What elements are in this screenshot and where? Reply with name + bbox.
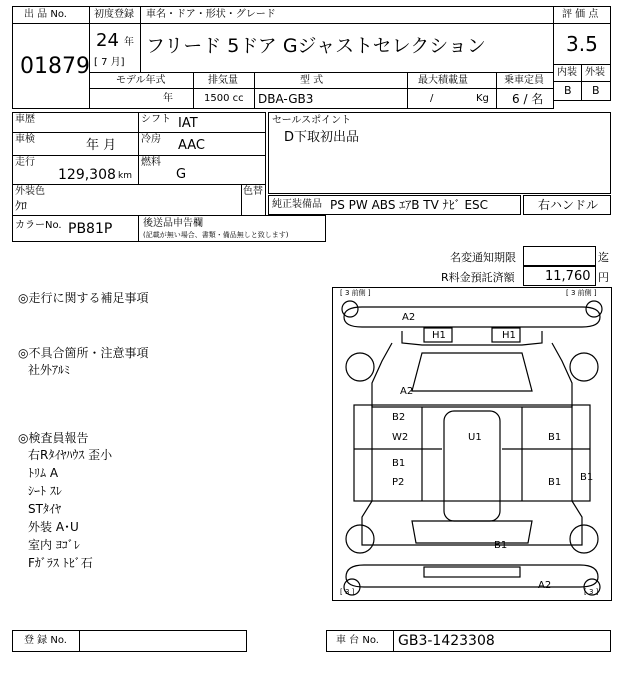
fuel: G bbox=[176, 167, 187, 182]
inspector-line: ﾄﾘﾑ A bbox=[28, 466, 59, 480]
damage-mark: A2 bbox=[400, 386, 414, 397]
type-label: 型 式 bbox=[300, 75, 324, 86]
inspector-line: STﾀｲﾔ bbox=[28, 502, 61, 516]
reg-no-cell bbox=[79, 630, 247, 652]
recycle-value: 11,760 bbox=[545, 269, 591, 284]
color-no: PB81P bbox=[68, 221, 113, 237]
history-label: 車歴 bbox=[15, 114, 35, 125]
post-doc-label: 後送品申告欄 bbox=[143, 218, 203, 229]
damage-mark: A2 bbox=[538, 580, 552, 591]
inspector-line: ｼｰﾄ ｽﾚ bbox=[28, 484, 62, 498]
shift-label: シフト bbox=[141, 114, 171, 125]
mileage-unit: km bbox=[118, 171, 132, 181]
recycle-label: R料金預託済額 bbox=[441, 271, 515, 284]
reg-month: [ 7 月] bbox=[94, 57, 125, 68]
inspection-label: 車検 bbox=[15, 134, 35, 145]
reg-year: 24 bbox=[96, 30, 119, 51]
displacement: 1500 cc bbox=[204, 93, 244, 104]
damage-mark: U1 bbox=[468, 432, 482, 443]
ext-color-cell bbox=[12, 184, 242, 216]
corner-label: [ 3 ] bbox=[340, 588, 355, 596]
defects-heading: ◎不具合箇所・注意事項 bbox=[18, 346, 149, 360]
color-no-label: カラーNo. bbox=[15, 220, 62, 231]
damage-mark: B1 bbox=[548, 432, 562, 443]
corner-label: [ 3 ] bbox=[584, 588, 599, 596]
ac: AAC bbox=[178, 138, 205, 153]
defect-line: 社外ｱﾙﾐ bbox=[28, 363, 71, 377]
ac-label: 冷房 bbox=[141, 134, 161, 145]
sales-point: D下取初出品 bbox=[284, 130, 360, 145]
reg-no-label: 登 録 No. bbox=[24, 635, 67, 646]
damage-mark: H1 bbox=[432, 330, 446, 341]
name-change-box bbox=[523, 246, 596, 266]
damage-mark: H1 bbox=[502, 330, 516, 341]
exterior-label: 外装 bbox=[585, 67, 605, 78]
inspector-line: 室内 ﾖｺﾞﾚ bbox=[28, 538, 80, 552]
mileage-label: 走行 bbox=[15, 157, 35, 168]
damage-mark: P2 bbox=[392, 477, 405, 488]
damage-mark: B1 bbox=[548, 477, 562, 488]
max-load-unit: Kg bbox=[476, 93, 489, 104]
rating-label: 評 価 点 bbox=[562, 9, 599, 20]
damage-mark: B2 bbox=[392, 412, 406, 423]
lot-label: 出 品 No. bbox=[24, 9, 67, 20]
max-load-label: 最大積載量 bbox=[418, 75, 468, 86]
damage-mark: B1 bbox=[580, 472, 594, 483]
damage-mark: W2 bbox=[392, 432, 409, 443]
model-year-unit: 年 bbox=[163, 93, 173, 104]
damage-mark: B1 bbox=[494, 540, 508, 551]
chassis-number: GB3-1423308 bbox=[398, 633, 495, 649]
sales-point-label: セールスポイント bbox=[272, 115, 352, 126]
car-name: フリード 5ドア Gジャストセレクション bbox=[146, 35, 486, 57]
displacement-label: 排気量 bbox=[208, 75, 238, 86]
shift: IAT bbox=[178, 116, 198, 131]
car-info-label: 車名・ドア・形状・グレード bbox=[146, 9, 276, 20]
damage-mark: B1 bbox=[392, 458, 406, 469]
damage-mark: A2 bbox=[402, 312, 416, 323]
interior-grade: B bbox=[564, 84, 572, 97]
capacity: 6 / 名 bbox=[512, 92, 544, 106]
equipment: PS PW ABS ｴｱB TV ﾅﾋﾞ ESC bbox=[330, 198, 489, 212]
chassis-label: 車 台 No. bbox=[336, 635, 379, 646]
interior-label: 内装 bbox=[557, 67, 577, 78]
inspector-heading: ◎検査員報告 bbox=[18, 431, 89, 445]
ext-color: ｸﾛ bbox=[15, 199, 28, 213]
post-doc-note: (記載が無い場合、書類・備品無しと致します) bbox=[143, 231, 289, 239]
mileage: 129,308 bbox=[58, 167, 116, 183]
max-load-slash: / bbox=[430, 93, 434, 104]
lot-number: 01879 bbox=[20, 54, 90, 79]
corner-label: [ 3 前側 ] bbox=[340, 289, 371, 297]
inspection-unit: 年 月 bbox=[86, 138, 117, 153]
driving-heading: ◎走行に関する補足事項 bbox=[18, 291, 149, 305]
recycle-unit: 円 bbox=[598, 271, 609, 284]
inspector-line: 右Rﾀｲﾔﾊｳｽ 歪小 bbox=[28, 448, 113, 462]
car-diagram-svg bbox=[332, 287, 612, 601]
exterior-grade: B bbox=[592, 84, 600, 97]
model-year-label: モデル年式 bbox=[116, 75, 166, 86]
name-change-unit: 迄 bbox=[598, 251, 609, 264]
rating-value: 3.5 bbox=[566, 32, 598, 56]
steering: 右ハンドル bbox=[538, 198, 599, 212]
reg-year-unit: 年 bbox=[124, 37, 134, 48]
capacity-label: 乗車定員 bbox=[504, 75, 544, 86]
inspector-line: Fｶﾞﾗｽ ﾄﾋﾞ石 bbox=[28, 556, 93, 570]
equipment-label: 純正装備品 bbox=[272, 199, 322, 210]
reg-label: 初度登録 bbox=[94, 9, 134, 20]
car-damage-diagram bbox=[332, 287, 612, 601]
model-type: DBA-GB3 bbox=[258, 92, 314, 106]
corner-label: [ 3 前側 ] bbox=[566, 289, 597, 297]
inspector-line: 外装 A･U bbox=[28, 520, 79, 534]
fuel-label: 燃料 bbox=[141, 157, 161, 168]
ext-color-label: 外装色 bbox=[15, 186, 45, 197]
name-change-label: 名変通知期限 bbox=[450, 251, 516, 264]
repaint-label: 色替 bbox=[243, 186, 263, 197]
